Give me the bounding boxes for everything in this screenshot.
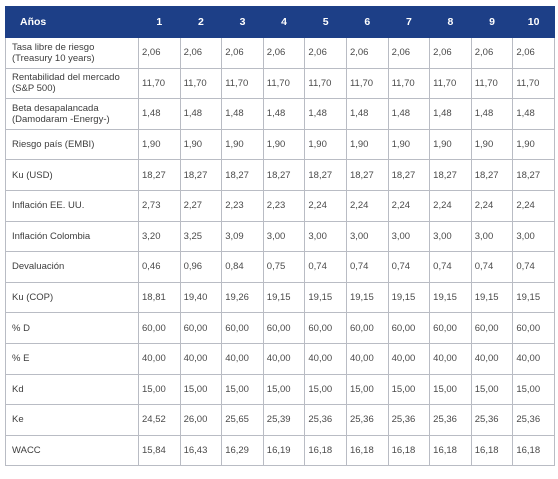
table-cell: 25,39 — [263, 405, 305, 436]
table-cell: 16,18 — [305, 435, 347, 466]
table-cell: 2,06 — [471, 38, 513, 69]
table-cell: 3,20 — [139, 221, 181, 252]
table-cell: 0,84 — [222, 252, 264, 283]
table-cell: 2,24 — [430, 190, 472, 221]
table-cell: 2,24 — [513, 190, 555, 221]
year-header: 9 — [471, 7, 513, 38]
table-cell: 19,40 — [180, 282, 222, 313]
table-cell: 11,70 — [388, 68, 430, 99]
table-cell: 1,90 — [430, 129, 472, 160]
table-cell: 0,75 — [263, 252, 305, 283]
table-cell: 16,18 — [513, 435, 555, 466]
row-label — [6, 160, 139, 191]
table-cell: 2,06 — [139, 38, 181, 69]
row-label — [6, 343, 139, 374]
year-header: 6 — [346, 7, 388, 38]
table-cell: 40,00 — [222, 343, 264, 374]
row-label — [6, 435, 139, 466]
table-cell: 2,06 — [263, 38, 305, 69]
table-cell: 15,00 — [346, 374, 388, 405]
table-cell: 1,90 — [346, 129, 388, 160]
table-cell: 16,18 — [430, 435, 472, 466]
year-header: 2 — [180, 7, 222, 38]
table-cell: 25,65 — [222, 405, 264, 436]
table-cell: 2,23 — [222, 190, 264, 221]
table-cell: 18,27 — [513, 160, 555, 191]
table-cell: 60,00 — [305, 313, 347, 344]
year-header: 1 — [139, 7, 181, 38]
row-label — [6, 252, 139, 283]
table-cell: 3,25 — [180, 221, 222, 252]
row-label-line: Ke — [12, 414, 24, 426]
table-cell: 1,90 — [305, 129, 347, 160]
table-cell: 3,00 — [471, 221, 513, 252]
table-cell: 2,24 — [346, 190, 388, 221]
table-cell: 25,36 — [346, 405, 388, 436]
year-header: 8 — [430, 7, 472, 38]
table-cell: 1,48 — [305, 99, 347, 130]
table-cell: 25,36 — [471, 405, 513, 436]
row-label — [6, 68, 139, 99]
table-cell: 15,00 — [139, 374, 181, 405]
table-cell: 0,74 — [471, 252, 513, 283]
table-row — [6, 99, 555, 130]
table-cell: 60,00 — [139, 313, 181, 344]
table-cell: 1,90 — [263, 129, 305, 160]
table-cell: 1,90 — [471, 129, 513, 160]
table-row — [6, 68, 555, 99]
table-cell: 3,00 — [388, 221, 430, 252]
table-cell: 3,00 — [430, 221, 472, 252]
row-label-line: (S&P 500) — [12, 83, 56, 95]
table-cell: 19,15 — [471, 282, 513, 313]
row-label-line: (Damodaram -Energy-) — [12, 113, 110, 125]
table-cell: 1,90 — [180, 129, 222, 160]
table-row — [6, 343, 555, 374]
table-cell: 1,90 — [139, 129, 181, 160]
table-cell: 16,19 — [263, 435, 305, 466]
row-label-line: % E — [12, 353, 30, 365]
table-cell: 25,36 — [388, 405, 430, 436]
table-cell: 1,48 — [430, 99, 472, 130]
table-cell: 15,00 — [388, 374, 430, 405]
table-cell: 3,00 — [305, 221, 347, 252]
row-label-line: Tasa libre de riesgo — [12, 41, 95, 53]
table-cell: 40,00 — [471, 343, 513, 374]
table-cell: 1,90 — [222, 129, 264, 160]
table-cell: 40,00 — [513, 343, 555, 374]
row-label-line: (Treasury 10 years) — [12, 52, 95, 64]
table-cell: 2,06 — [430, 38, 472, 69]
table-cell: 15,00 — [222, 374, 264, 405]
table-cell: 2,06 — [305, 38, 347, 69]
row-label-line: Inflación EE. UU. — [12, 200, 85, 212]
table-cell: 0,96 — [180, 252, 222, 283]
row-label-line: Devaluación — [12, 261, 65, 273]
table-cell: 19,26 — [222, 282, 264, 313]
table-row — [6, 374, 555, 405]
table-row — [6, 190, 555, 221]
row-label-line: Ku (COP) — [12, 292, 54, 304]
table-cell: 16,29 — [222, 435, 264, 466]
header-label: Años — [6, 7, 139, 38]
row-label-line: WACC — [12, 445, 41, 457]
table-cell: 18,27 — [139, 160, 181, 191]
table-cell: 2,06 — [180, 38, 222, 69]
year-header: 10 — [513, 7, 555, 38]
table-cell: 16,18 — [388, 435, 430, 466]
table-cell: 2,06 — [222, 38, 264, 69]
table-cell: 0,74 — [430, 252, 472, 283]
row-label-line: Riesgo país (EMBI) — [12, 139, 95, 151]
row-label-line: Inflación Colombia — [12, 230, 91, 242]
table-cell: 11,70 — [263, 68, 305, 99]
table-cell: 11,70 — [180, 68, 222, 99]
table-row — [6, 221, 555, 252]
table-cell: 40,00 — [180, 343, 222, 374]
table-cell: 18,27 — [471, 160, 513, 191]
row-label-line: Ku (USD) — [12, 169, 53, 181]
table-cell: 60,00 — [430, 313, 472, 344]
row-label-line: Beta desapalancada — [12, 102, 99, 114]
table-cell: 15,84 — [139, 435, 181, 466]
table-cell: 15,00 — [513, 374, 555, 405]
table-cell: 19,15 — [513, 282, 555, 313]
table-cell: 40,00 — [139, 343, 181, 374]
table-cell: 11,70 — [305, 68, 347, 99]
table-cell: 2,73 — [139, 190, 181, 221]
table-cell: 2,06 — [513, 38, 555, 69]
table-cell: 60,00 — [388, 313, 430, 344]
row-label-line: % D — [12, 322, 30, 334]
table-cell: 15,00 — [471, 374, 513, 405]
year-header: 3 — [222, 7, 264, 38]
table-row — [6, 405, 555, 436]
table-cell: 19,15 — [263, 282, 305, 313]
table-cell: 40,00 — [305, 343, 347, 374]
table-cell: 2,27 — [180, 190, 222, 221]
table-cell: 1,90 — [513, 129, 555, 160]
table-cell: 25,36 — [513, 405, 555, 436]
table-cell: 2,24 — [305, 190, 347, 221]
row-label — [6, 374, 139, 405]
table-cell: 2,24 — [388, 190, 430, 221]
table-cell: 1,48 — [388, 99, 430, 130]
table-row — [6, 435, 555, 466]
year-header: 5 — [305, 7, 347, 38]
table-cell: 60,00 — [263, 313, 305, 344]
table-cell: 0,46 — [139, 252, 181, 283]
table-cell: 40,00 — [346, 343, 388, 374]
table-cell: 15,00 — [180, 374, 222, 405]
table-cell: 1,48 — [471, 99, 513, 130]
row-label-line: Kd — [12, 383, 24, 395]
header-row — [6, 7, 555, 38]
table-cell: 15,00 — [305, 374, 347, 405]
table-cell: 2,06 — [346, 38, 388, 69]
table-cell: 2,06 — [388, 38, 430, 69]
table-cell: 40,00 — [263, 343, 305, 374]
table-row — [6, 313, 555, 344]
row-label-line: Rentabilidad del mercado — [12, 72, 120, 84]
table-cell: 18,27 — [263, 160, 305, 191]
table-row — [6, 252, 555, 283]
table-cell: 11,70 — [222, 68, 264, 99]
year-header: 4 — [263, 7, 305, 38]
table-cell: 25,36 — [430, 405, 472, 436]
table-cell: 16,18 — [471, 435, 513, 466]
row-label — [6, 190, 139, 221]
row-label — [6, 221, 139, 252]
table-cell: 3,00 — [513, 221, 555, 252]
row-label — [6, 38, 139, 69]
table-cell: 26,00 — [180, 405, 222, 436]
table-cell: 1,90 — [388, 129, 430, 160]
table-cell: 11,70 — [430, 68, 472, 99]
wacc-table — [5, 6, 555, 466]
table-cell: 18,27 — [430, 160, 472, 191]
table-cell: 15,00 — [430, 374, 472, 405]
table-cell: 16,18 — [346, 435, 388, 466]
table-cell: 60,00 — [471, 313, 513, 344]
table-cell: 19,15 — [388, 282, 430, 313]
table-cell: 1,48 — [139, 99, 181, 130]
table-cell: 3,00 — [346, 221, 388, 252]
table-cell: 19,15 — [305, 282, 347, 313]
table-cell: 15,00 — [263, 374, 305, 405]
table-cell: 1,48 — [346, 99, 388, 130]
table-cell: 60,00 — [513, 313, 555, 344]
table-cell: 18,27 — [305, 160, 347, 191]
table-cell: 18,81 — [139, 282, 181, 313]
table-cell: 60,00 — [180, 313, 222, 344]
table-cell: 11,70 — [471, 68, 513, 99]
table-cell: 1,48 — [263, 99, 305, 130]
row-label — [6, 129, 139, 160]
table-cell: 2,24 — [471, 190, 513, 221]
table-cell: 0,74 — [388, 252, 430, 283]
table-cell: 3,00 — [263, 221, 305, 252]
table-row — [6, 160, 555, 191]
table-cell: 1,48 — [222, 99, 264, 130]
table-body — [6, 38, 555, 466]
table-cell: 18,27 — [346, 160, 388, 191]
row-label — [6, 313, 139, 344]
table-cell: 3,09 — [222, 221, 264, 252]
table-row — [6, 38, 555, 69]
table-cell: 40,00 — [388, 343, 430, 374]
table-cell: 1,48 — [180, 99, 222, 130]
row-label — [6, 99, 139, 130]
table-row — [6, 282, 555, 313]
table-cell: 0,74 — [513, 252, 555, 283]
table-cell: 19,15 — [346, 282, 388, 313]
table-cell: 1,48 — [513, 99, 555, 130]
table-row — [6, 129, 555, 160]
row-label — [6, 282, 139, 313]
table-cell: 24,52 — [139, 405, 181, 436]
table-cell: 60,00 — [222, 313, 264, 344]
table-cell: 0,74 — [305, 252, 347, 283]
table-cell: 16,43 — [180, 435, 222, 466]
table-cell: 2,23 — [263, 190, 305, 221]
table-cell: 11,70 — [346, 68, 388, 99]
table-cell: 11,70 — [139, 68, 181, 99]
table-cell: 18,27 — [180, 160, 222, 191]
table-cell: 18,27 — [222, 160, 264, 191]
table-cell: 11,70 — [513, 68, 555, 99]
year-header: 7 — [388, 7, 430, 38]
table-cell: 60,00 — [346, 313, 388, 344]
table-cell: 40,00 — [430, 343, 472, 374]
table-cell: 19,15 — [430, 282, 472, 313]
table-cell: 0,74 — [346, 252, 388, 283]
row-label — [6, 405, 139, 436]
table-cell: 18,27 — [388, 160, 430, 191]
table-cell: 25,36 — [305, 405, 347, 436]
